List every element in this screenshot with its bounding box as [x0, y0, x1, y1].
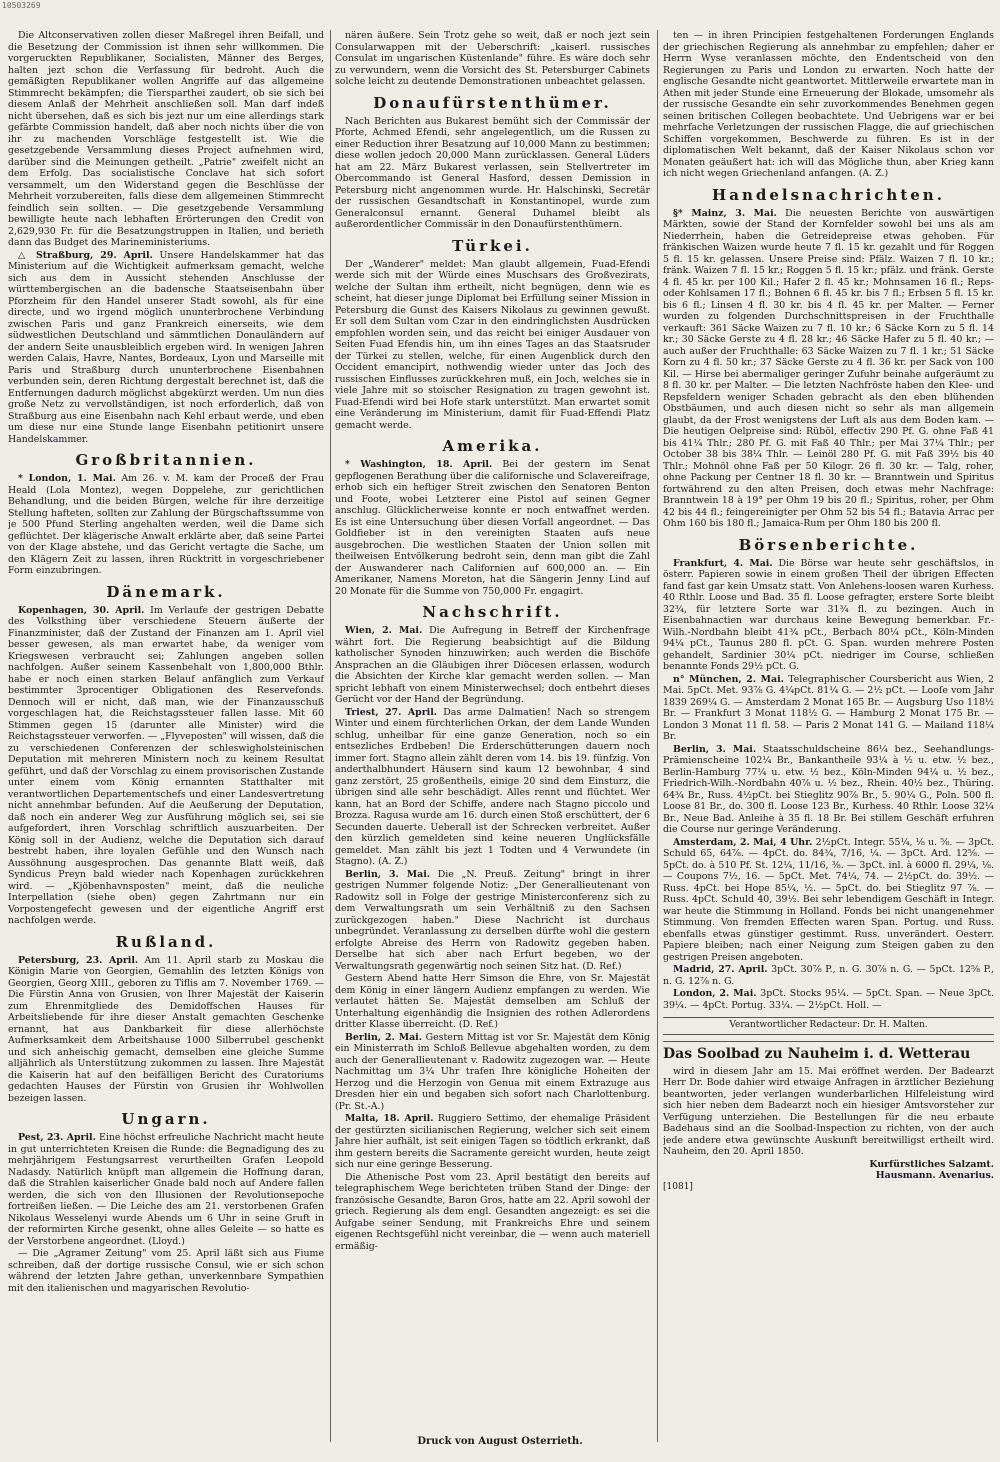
- section-heading: Börsenberichte.: [738, 535, 919, 554]
- section-heading: Dänemark.: [106, 582, 226, 601]
- article-paragraph: London, 2. Mai. 3pCt. Stocks 95¼. — 5pCt. Span. — Neue 3pCt. 39¼. — 4pCt. Portug. 33¼. — 2½pCt. Holl. —: [663, 988, 994, 1011]
- article-paragraph: Die Altconservativen zollen dieser Maßregel ihren Beifall, und die Besetzung der Commission ist ihnen sehr willkommen. Die vorgeruckten Republikaner, Socialisten, Männer des Berges, halten jezt schon die Verfassung für bedroht. Auch die gemäßigten Republikaner wollen Angriffe auf das allgemeine Stimmrecht bekämpfen; die Tiersparthei zaudert, ob sie sich bei diesem Anlaß der Mehrheit anschließen soll. Man darf indeß nicht übersehen, daß es sich bis jezt nur um eine allerdings stark gefärbte Commission handelt, daß aber noch nichts über die von ihr zu machenden Vorschläge festgestellt ist. Wie die gesetzgebende Versammlung dieses Project aufnehmen wird, darüber sind die Meinungen getheilt. „Patrie" zweifelt nicht an dem Erfolg. Das socialistische Conclave hat sich sofort versammelt, um den Widerstand gegen die Beschlüsse der Mehrheit vorzubereiten, falls diese dem allgemeinen Stimmrecht feindlich sein sollten. — Die gesetzgebende Versammlung bewilligte heute nach lebhaften Erörterungen den Credit von 2,629,930 Fr. für die Besatzungstruppen in Italien, und berieth dann das Budget des Marineministeriums.: [8, 30, 324, 248]
- column-3: [663, 30, 994, 1442]
- article-paragraph: — Die „Agramer Zeitung" vom 25. April läßt sich aus Fiume schreiben, daß der dortige russische Consul, wie er sich schon während der letzten Jahre gethan, unverkennbare Sympathien mit den italienischen und magyarischen Revolutio-: [8, 1248, 324, 1294]
- advertisement-signature: Kurfürstliches Salzamt.: [869, 1158, 994, 1170]
- article-paragraph: Frankfurt, 4. Mai. Die Börse war heute sehr geschäftslos, in österr. Papieren sowie in einem großen Theil der übrigen Effecten fand fast gar kein Umsatz statt. Von Anlehens-loosen waren Kurhess. 40 Rthlr. Loose und Bad. 35 fl. Loose gefragter, erstere Sorte bleibt 32¾, für letztere Sorte war 31¾ fl. zu bezingen. Auch in Eisenbahnactien war durchaus keine Bewegung bemerkbar. Fr.-Wilh.-Nordbahn bleibt 41¾ pCt., Berbach 80¼ pCt., Köln-Minden 94¼ pCt., Taunus 280 fl. pCt. G. Span. wurden mehrere Posten gehandelt, Sardinier 30¼ pCt. niedriger im Course, schließen benannte Fonds 29½ pCt. G.: [663, 557, 994, 672]
- dateline: n° München, 2. Mai.: [673, 673, 784, 685]
- article-paragraph: △ Straßburg, 29. April. Unsere Handelskammer hat das Ministerium auf die Wichtigkeit aufmerksam gemacht, welche sich aus dem in Aussicht stehenden Anschlusse der württembergischen an die badensche Staatseisenbahn über Pforzheim für den Handel unserer Stadt sowohl, als für eine directe, und wo irgend möglich ununterbrochene Verbindung zwischen Paris und ganz Frankreich einerseits, wie dem südwestlichen Deutschland und sämmtlichen Donauländern auf der andern Seite unausbleiblich ergeben wird. In wenigen Jahren werden Calais, Havre, Nantes, Bordeaux, Lyon und Marseille mit Paris und Straßburg durch ununterbrochene Eisenbahnen verbunden sein, deren Richtung dergestalt berechnet ist, daß die Entfernungen dadurch möglichst abgekürzt werden. Um nun dies große Netz zu vervollständigen, ist noch erforderlich, daß von Straßburg aus eine Eisenbahn nach Kehl erbaut werde, und eben um diese nur eine Stunde lange Eisenbahn petitionirt unsere Handelskammer.: [8, 249, 324, 445]
- article-paragraph: nären äußere. Sein Trotz gehe so weit, daß er noch jezt sein Consularwappen mit der Ueberschrift: „kaiserl. russisches Consulat im ungarischen Küstenlande" führe. Es wäre doch sehr zu verwundern, wenn die Vorsicht des St. Petersburger Cabinets solche leicht zu deutende Demonstrationen unbeachtet gelassen.: [335, 30, 650, 87]
- dateline: △ Straßburg, 29. April.: [18, 249, 153, 261]
- section-heading: Nachschrift.: [422, 603, 563, 621]
- article-paragraph: Amsterdam, 2. Mai, 4 Uhr. 2½pCt. Integr. 55¼, ⅛ u. ⅝. — 3pCt. Schuld 65, 64⅞. — 4pCt. do. 84¾, 7/16, ¼. — 3pCt. Ard. 12⅝. — 5pCt. do. à 510 Pf. St. 12¼, 11/16, ⅜. — 3pCt. inl. à 6000 fl. 29¼, ⅛. — Coupons 7½, 16. — 5pCt. Met. 74¼, 74. — 2½pCt. do. 39½. — Russ. 4pCt. bei Hope 85¼, ½. — 5pCt. do. bei Stieglitz 97 ⅞. — Russ. 4pCt. Schuld 40, 39½. Bei sehr lebendigem Geschäft in Integr. war heute die Stimmung in Holland. Fonds bei nicht unangenehmer Stimmung. Von fremden Effecten waren Span. Portug. und Russ. ebenfalls etwas günstiger gestimmt. Russ. unverändert. Oesterr. Papiere bleiben; nach einer Neigung zum Steigen gaben zu den gestrigen Preisen angeboten.: [663, 836, 994, 963]
- article-paragraph: §* Mainz, 3. Mai. Die neuesten Berichte von auswärtigen Märkten, sowie der Stand der Kornfelder sowohl bei uns als am Niederrhein, haben die Getreidepreise etwas gehoben. Für fränkischen Waizen wurde heute 7 fl. 15 kr. gezahlt und für Roggen 5 fl. 15 kr. gelassen. Unsere Preise sind: Pfälz. Waizen 7 fl. 10 kr.; fränk. Waizen 7 fl. 15 kr.; Roggen 5 fl. 15 kr.; pfälz. und fränk. Gerste 4 fl. 45 kr. per 100 Kil.; Hafer 2 fl. 45 kr.; Mohnsamen 16 fl.; Reps- oder Kohlsamen 17 fl.; Bohnen 6 fl. 45 kr. bis 7 fl.; Erbsen 5 fl. 15 kr. bis 6 fl.; Linsen 4 fl. 30 kr. bis 4 fl. 45 kr. per Malter. — Ferner wurden zu folgenden Durchschnittspreisen in der Fruchthalle verkauft: 361 Säcke Waizen zu 7 fl. 10 kr.; 6 Säcke Korn zu 5 fl. 14 kr.; 30 Säcke Gerste zu 4 fl. 28 kr.; 46 Säcke Hafer zu 5 fl. 40 kr.; — auch außer der Fruchthalle: 63 Säcke Waizen zu 7 fl. 1 kr.; 51 Säcke Korn zu 4 fl. 50 kr.; 37 Säcke Gerste zu 4 fl. 36 kr. per Sack von 100 Kil. — Hirse bei abermaliger geringer Zufuhr beinahe aufgeräumt zu 8 fl. 30 kr. per Malter. — Die letzten Nachfröste haben den Klee- und Repsfeldern weniger Schaden gebracht als den eben blühenden Obstbäumen, und auch diesen nicht so sehr als man allgemein glaubt, da der Frost wenigstens der Luft als aus dem Boden kam. — Die heutigen Oelpreise sind: Rüböl, effectiv 290 Pf. G. ohne Faß 41 bis 41¼ Thlr.; 280 Pf. G. mit Faß 40 Thlr.; per Mai 37¼ Thlr.; per October 38 bis 38¼ Thlr. — Leinöl 280 Pf. G. mit Faß 39½ bis 40 Thlr.; Mohnöl ohne Faß per 50 Kilogr. 26 fl. 30 kr. — Talg, roher, ohne Packung per Centner 18 fl. 30 kr. — Branntwein und Spiritus fortwährend zu den alten Preisen, doch etwas mehr Nachfrage: Branntwein 18 à 19° per Ohm 19 bis 20 fl.; Spiritus, roher, per Ohm 42 bis 44 fl.; feingereinigter per Ohm 52 bis 54 fl.; Batavia Arrac per Ohm 160 bis 180 fl.; Jamaica-Rum per Ohm 180 bis 200 fl.: [663, 207, 994, 529]
- dateline: * London, 1. Mai.: [18, 473, 116, 484]
- newspaper-page: [8, 30, 994, 1442]
- dateline: Pest, 23. April.: [18, 1132, 96, 1143]
- section-heading: Handelsnachrichten.: [712, 185, 945, 204]
- dateline: Berlin, 3. Mai.: [673, 743, 757, 755]
- advertisement-names: Hausmann. Avenarius.: [875, 1170, 994, 1181]
- article-paragraph: Triest, 27. April. Das arme Dalmatien! Nach so strengem Winter und einem fürchterlichen Orkan, der dem Lande Wunden schlug, unheilbar für eine ganze Generation, noch so ein entsezliches Erdbeben! Die Erderschütterungen dauern noch immer fort. Stagno allein zählt deren vom 14. bis 19. fünfzig. Von anderthalbhundert Häusern sind kaum 12 bewohnbar, 4 sind ganz zerstört, 25 großentheils, einige 20 sind dem Einsturz, die übrigen sind alle sehr beschädigt. Alles rennt und flüchtet. Wer kann, hat an Bord der Schiffe, andere nach Stagno piccolo und Brozza. Ragusa wurde am 16. durch einen Stoß erschüttert, der 6 Secunden dauerte. Ueberall ist der Schrecken verbreitet. Außer den kürzlich gemeldeten sind keine neueren Unglücksfälle gemeldet. Man zählt bis jezt 1 Todten und 4 Verwundete (in Stagno). (A. Z.): [335, 706, 650, 867]
- advertisement-number: [1081]: [663, 1181, 693, 1192]
- article-paragraph: * London, 1. Mai. Am 26. v. M. kam der Proceß der Frau Heald (Lola Montez), wegen Doppelehe, zur gerichtlichen Behandlung, und die beiden Bürgen, welche für ihre derzeitige Stellung hafteten, sollten zur Zahlung der Bürgschaftssumme von je 500 Pfund Sterling angehalten werden, weil die Dame sich geflüchtet. Der klägerische Anwalt erklärte aber, daß seine Partei von der Klage abstehe, und das Gericht vertagte die Sache, um den Klägern Zeit zu lassen, ihren Rücktritt in vorgeschriebener Form einzubringen.: [8, 473, 324, 576]
- article-paragraph: n° München, 2. Mai. Telegraphischer Coursbericht aus Wien, 2 Mai. 5pCt. Met. 93⅞ G. 4¼pCt. 81¼ G. — 2½ pCt. — Looſe vom Jahr 1839 269¼ G. — Amsterdam 2 Monat 165 Br. — Augsburg Uso 118½ Br. — Frankfurt 3 Monat 118½ G. — Hamburg 2 Monat 175 Br. — London 3 Monat 11 fl. 58. — Paris 2 Monat 141 G. — Mailand 118¼ Br.: [663, 673, 994, 742]
- dateline: §* Mainz, 3. Mai.: [673, 207, 777, 219]
- article-paragraph: Berlin, 3. Mai. Die „N. Preuß. Zeitung" bringt in ihrer gestrigen Nummer folgende Notiz: „Der Generallieutenant von Radowitz soll in Folge der gestrige Ministerconferenz sich zu dem Verwaltungsrath um sein Verhältniß zu den Sachsen zurückgezogen haben." Diese Nachricht ist durchaus unbegründet. Veranlassung zu derselben dürfte wohl die gestern erfolgte Abreise des Herrn von Radowitz gegeben haben. Derselbe hat sich aber nach Erfurt begeben, wo der Verwaltungsrath gegenwärtig noch seinen Sitz hat. (D. Ref.): [335, 868, 650, 972]
- column-divider: [657, 30, 658, 1442]
- advertisement-text: wird in diesem Jahr am 15. Mai eröffnet werden. Der Badearzt Herr Dr. Bode dahier wird etwaige Anfragen in ärztlicher Beziehung beantworten, jeder verlangen wunderbarlichen Hilfeleistung wird sich hier neben dem Badearzt noch ein hiesiger Amtsvorsteher zur Verfügung unterziehen. Die Bestellungen für die neu erbaute Badehaus sind an die Soolbad-Inspection zu richten, von der auch jede andere etwa gewünschte Auskunft bereitwilligst ertheilt wird. Nauheim, den 20. April 1850.: [663, 1065, 994, 1157]
- dateline: Kopenhagen, 30. April.: [18, 604, 145, 616]
- printer-imprint: Druck von August Osterrieth.: [417, 1436, 583, 1447]
- dateline: Berlin, 2. Mai.: [345, 1031, 422, 1043]
- article-paragraph: Pest, 23. April. Eine höchst erfreuliche Nachricht macht heute in gut unterrichteten Kreisen die Runde: die Begnadigung des zu mehrjährigem Festungsarrest verurtheilten Grafen Leopold Nadasdy. Natürlich knüpft man allgemein die Hoffnung daran, daß die Strahlen kaiserlicher Gnade bald noch auf Andere fallen werden, die sich von den Illusionen der Revolutionsepoche fortreißen ließen. — Die Leiche des am 21. verstorbenen Grafen Nikolaus Wesselenyi wurde Abends um 6 Uhr in seine Gruft in der reformirten Kirche gesenkt, ohne alles Geleite — so hatte es der Verstorbene angeordnet. (Lloyd.): [8, 1132, 324, 1247]
- article-paragraph: Kopenhagen, 30. April. Im Verlaufe der gestrigen Debatte des Volksthing über verschiedene Steuern äußerte der Finanzminister, daß der Zustand der Finanzen am 1. April viel besser gewesen, als man erwartet habe, da weniger vom Kriegswesen verbraucht sei; Zahlungen angeben sollen nachfolgen. Außer seinem Kassenbehalt von 1,800,000 Bthlr. habe er noch einen starken Belauf anfänglich zum Verkauf bestimmter 3procentiger Obligationen des Reservefonds. Dennoch will er nicht, daß man, wie der Finanzausschuß vorgeschlagen hat, die Reichstagssteuer fallen lasse. Mit 60 Stimmen gegen 15 (darunter alle Minister) wird die Reichstagssteuer verworfen. — „Flyveposten" will wissen, daß die zu verschiedenen Conferenzen der schleswigholsteinischen Deputation mit mehreren Ministern noch zu keinem Resultat geführt, und daß der Vorschlag zu einem provisorischen Zustande unter einem vom König ernannten Statthalter mit verantwortlichen Departementschefs und einer Landesvertretung nicht annehmbar befunden. Auf die Aeußerung der Deputation, daß noch ein anderer Weg zur Ausführung möglich sei, sei sie aufgefordert, ihren Vorschlag schriftlich auszuarbeiten. Der König soll in der Audienz, welche die Deputation sich darauf bestrebt haben, ihre loyalen Gefühle und den Wunsch nach Aussöhnung ausgesprochen. Das genannte Blatt weiß, daß Syndicus Preyn bald wieder nach Kopenhagen zurückkehren wird. — „Kjöbenhavnsposten" meint, daß die neuliche Interpellation (siehe oben) gegen Zahrtmann nur ein Vorpostengefecht gewesen und der eigentliche Angriff erst nachfolgen werde.: [8, 604, 324, 926]
- section-heading: Großbritannien.: [75, 451, 257, 469]
- article-paragraph: Berlin, 3. Mai. Staatsschuldscheine 86¼ bez., Seehandlungs-Prämienscheine 102¼ Br., Bankantheile 93¼ à ½ u. etw. ½ bez., Berlin-Hamburg 77¼ u. etw. ½ bez., Köln-Minden 94¼ u. ½ bez., Friedrich-Wilh.-Nordbahn 40⅞ u. ½ bez., Rhein. 40½ bez., Thüring. 64¾ Br., Russ. 4½pCt. bei Stieglitz 90⅞ Br., 5. 90¼ G., Poln. 500 fl. Loose 81 Br., do. 300 fl. Loose 123 Br., Kurhess. 40 Rthlr. Loose 32¼ Br., Neue Bad. Anleihe à 35 fl. 18 Br. Bei stillem Geschäft erfuhren die Course nur geringe Veränderung.: [663, 743, 994, 835]
- column-divider: [330, 30, 331, 1442]
- section-heading: Donaufürstenthümer.: [373, 93, 612, 112]
- dateline: London, 2. Mai.: [673, 988, 757, 999]
- article-paragraph: * Washington, 18. April. Bei der gestern im Senat gepflogenen Berathung über die californische und Sclavereifrage, erhob sich ein heftiger Streit zwischen den Senatoren Benton und Foote, wobei Letzterer eine Pistol auf seinen Gegner anschlug. Glücklicherweise konnte er noch entwaffnet werden. Es ist eine Untersuchung über diesen Vorfall angeordnet. — Das Goldfieber ist in den vereinigten Staaten aufs neue ausgebrochen. Die westlichen Staaten der Union sollen mit theilweisen Entvölkerung bedroht sein, denn man gibt die Zahl der Auswanderer nach Californien auf 600,000 an. — Ein Amerikaner, Namens Moreton, hat die Sängerin Jenny Lind auf 20 Monate für die Summe von 750,000 Fr. engagirt.: [335, 459, 650, 597]
- article-paragraph: Berlin, 2. Mai. Gestern Mittag ist vor Sr. Majestät dem König ein Ministerrath im Schloß Bellevue abgehalten worden, zu dem auch der Generallieutenant v. Radowitz zugezogen war. — Heute Nachmittag um 3¼ Uhr trafen Ihre königliche Hoheiten der Herzog und die Herzogin von Genua mit einem Extrazuge aus Dresden hier ein und begaben sich sofort nach Charlottenburg. (Pr. St.-A.): [335, 1031, 650, 1112]
- dateline: Petersburg, 23. April.: [18, 954, 139, 966]
- section-heading: Amerika.: [442, 437, 543, 455]
- dateline: Berlin, 3. Mai.: [345, 868, 431, 880]
- article-paragraph: ten — in ihren Principien festgehaltenen Forderungen Englands der griechischen Regierung als annehmbar zu empfehlen; daher er Herrn Wyse veranlassen möchte, den Endentscheid von den Regierungen zu Paris und London zu erwarten. Noch hatte der englische Gesandte nicht geantwortet. Mittlerweile erwartete man in Athen mit jeder Stunde eine Erneuerung der Blokade, umsomehr als der russische Gesandte ein sehr zuvorkommendes Benehmen gegen seinen britischen Collegen beobachtete. Und Uebrigens war er bei mehrfache Verletzungen der russischen Flagge, die auf griechischen Schiffen vorgekommen, Beschwerde zu führen. Es ist in der diplomatischen Welt bekannt, daß der Kaiser Nikolaus schon vor Monaten geäußert hat: ich will das Mögliche thun, aber Krieg kann ich nicht wegen Griechenland anfangen. (A. Z.): [663, 30, 994, 179]
- advertisement-title: Das Soolbad zu Nauheim i. d. Wetterau: [663, 1041, 994, 1063]
- dateline: * Washington, 18. April.: [345, 459, 493, 470]
- section-heading: Türkei.: [452, 236, 533, 255]
- section-heading: Ungarn.: [121, 1110, 211, 1128]
- dateline: Malta, 18. April.: [345, 1113, 434, 1124]
- editor-line: Verantwortlicher Redacteur: Dr. H. Malten.: [663, 1017, 994, 1035]
- dateline: Amsterdam, 2. Mai, 4 Uhr.: [673, 836, 813, 848]
- article-paragraph: Der „Wanderer" meldet: Man glaubt allgemein, Fuad-Efendi werde sich mit der Würde eines Muschsars des Großvezirats, welche der Sultan ihm ertheilt, nicht begnügen, denn wie es scheint, hat dieser junge Diplomat bei Erfüllung seiner Mission in Petersburg die Gunst des Kaisers Nikolaus zu gewinnen gewußt. Er soll dem Sultan vom Czar in den eindringlichsten Ausdrücken empfohlen worden sein, und das reicht bei einiger Ausdauer von Seiten Fuad Efendis hin, um ihn eines Tages an das Staatsruder der Türkei zu stellen, welche, für einen Augenblick durch den Occident emancipirt, nothwendig wieder unter das Joch des russischen Einflusses zurückkehren muß, ein Joch, welches sie in viele Jahre mit so stoischer Resignation zu tragen gewohnt ist. Fuad-Efendi wird bei Hofe stark unterstützt. Man erwartet somit eine Veränderung im Ministerium, damit für Fuad-Effendi Platz gemacht werde.: [335, 258, 650, 431]
- article-paragraph: Wien, 2. Mai. Die Aufregung in Betreff der Kirchenfrage währt fort. Die Regierung beabsichtigt auf die Bildung katholischer Synoden hinzuwirken; auch werden die Bischöfe Ansprachen an die Gläubigen ihrer Diöcesen erlassen, wodurch die Absichten der Kirche klar gemacht werden sollen. — Man spricht lebhaft von einem Ministerwechsel; doch entbehrt dieses Gerücht vor der Hand der Begründung.: [335, 625, 650, 705]
- document-id: 10503269: [2, 1, 41, 10]
- article-paragraph: Malta, 18. April. Ruggiero Settimo, der ehemalige Präsident der gestürzten sicilianischen Regierung, welcher sich seit einem Jahre hier aufhält, ist seit einigen Tagen so tödtlich erkrankt, daß ihm gestern bereits die Sacramente gereicht wurden, heute zeigt sich nur eine geringe Besserung.: [335, 1113, 650, 1170]
- column-2: [335, 30, 650, 1442]
- article-paragraph: Nach Berichten aus Bukarest bemüht sich der Commissär der Pforte, Achmed Efendi, sehr angelegentlich, um die Russen zu einer Reduction ihrer Besatzung auf 10,000 Mann zu bestimmen; diese wollen jedoch 20,000 Mann zurücklassen. General Lüders hat am 22. März Bukarest verlassen, sein Stellvertreter im Obercommando ist General Hasford, dessen Demission in Petersburg nicht angenommen wurde. Hr. Halschinski, Secretär der russischen Gesandtschaft in Konstantinopel, wurde zum Generalconsul ernannt. General Duhamel bleibt als außerordentlicher Commissär in den Donaufürstenthümern.: [335, 115, 650, 230]
- dateline: Madrid, 27. April.: [673, 964, 768, 975]
- column-1: [8, 30, 324, 1442]
- article-paragraph: Gestern Abend hatte Herr Simson die Ehre, von Sr. Majestät dem König in einer längern Audienz empfangen zu werden. Wie verlautet hätten Se. Majestät demselben am Schluß der Unterhaltung eigenhändig die Insignien des rothen Adlerordens dritter Klasse überreicht. (D. Ref.): [335, 973, 650, 1030]
- dateline: Wien, 2. Mai.: [345, 625, 423, 636]
- article-paragraph: Petersburg, 23. April. Am 11. April starb zu Moskau die Königin Marie von Georgien, Gemahlin des letzten Königs von Georgien, Georg XIII., geboren zu Tiflis am 7. November 1769. — Die Fürstin Anna von Grusien, von Ihrer Majestät der Kaiserin zum Ehrenmitgliede des Demidoffschen Hauses für Arbeitsliebende für ihre dieser Anstalt gemachten Geschenke ernannt, hat aus Dankbarkeit für diese allerhöchste Aufmerksamkeit dem Arbeitshause 1000 Silberrubel geschenkt und sich anheischig gemacht, demselben eine gleiche Summe alljährlich als Unterstützung zukommen zu lassen. Ihre Majestät die Kaiserin hat auf den beifälligen Bericht des Curatoriums gedachten Hauses der Fürstin von Grusien ihr Wohlwollen bezeigen lassen.: [8, 954, 324, 1104]
- section-heading: Rußland.: [115, 932, 217, 951]
- article-paragraph: Madrid, 27. April. 3pCt. 30⅞ P., n. G. 30⅞ n. G. — 5pCt. 12⅝ P., n. G. 12⅞ n. G.: [663, 964, 994, 987]
- dateline: Frankfurt, 4. Mai.: [673, 557, 773, 569]
- dateline: Triest, 27. April.: [345, 706, 438, 718]
- article-paragraph: Die Athenische Post vom 23. April bestätigt den bereits auf telegraphischem Wege berichteten trüben Stand der Dinge: der französische Gesandte, Baron Gros, hatte am 22. April sowohl der griech. Regierung als dem engl. Gesandten angezeigt: es sei die Aufgabe seiner Sendung, mit Frankreichs Ehre und seinem eigenen Rechtsgefühl nicht vereinbar, die — wenn auch materiell ermäßig-: [335, 1171, 650, 1252]
